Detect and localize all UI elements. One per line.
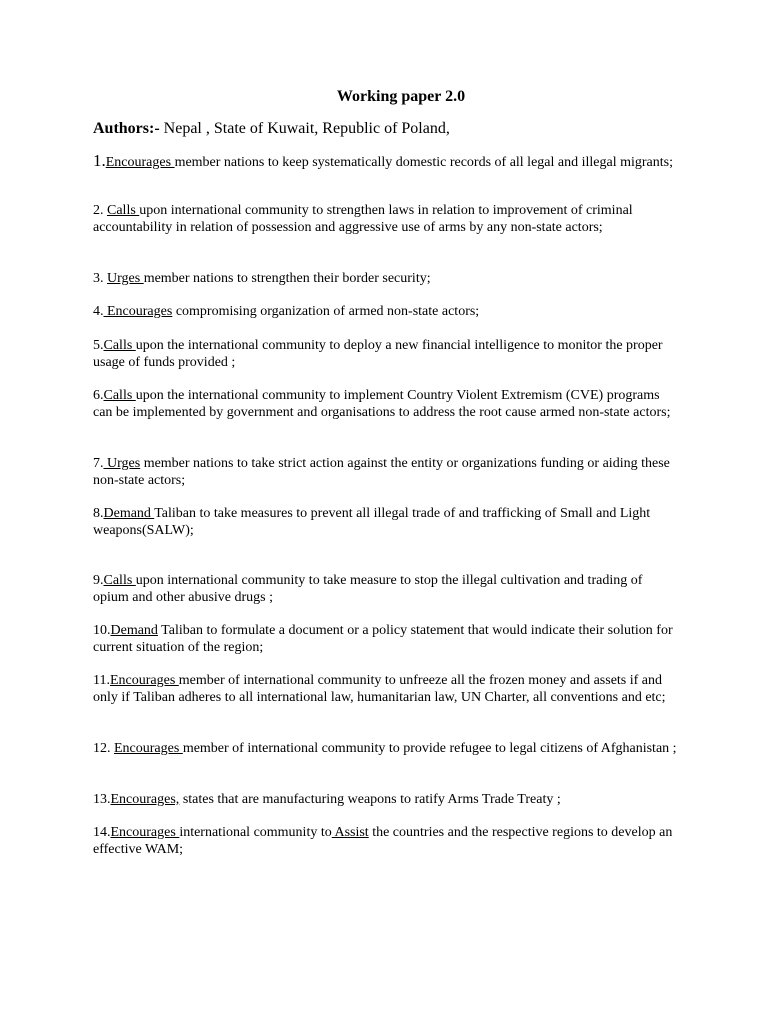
- clause-text: states that are manufacturing weapons to ratify Arms Trade Treaty ;: [179, 792, 561, 807]
- clause-number: 14.: [93, 825, 111, 840]
- clause-number: 13.: [93, 792, 111, 807]
- clause-verb: Encourages: [110, 825, 180, 840]
- clause-verb: Calls: [103, 388, 136, 403]
- clause-13: [93, 791, 678, 808]
- clause-verb: Demand: [103, 506, 155, 521]
- clause-7: [93, 455, 678, 489]
- clause-verb: Calls: [103, 338, 136, 353]
- clause-number: 9.: [93, 573, 104, 588]
- clause-verb: Calls: [103, 573, 136, 588]
- clause-number: 8.: [93, 506, 104, 521]
- clause-number: 1.: [93, 151, 106, 170]
- authors-label: Authors:-: [93, 120, 160, 137]
- clause-text: Taliban to take measures to prevent all illegal trade of and trafficking of Small and Light weapons(SALW);: [93, 506, 651, 538]
- clause-verb: Encourages: [109, 673, 179, 688]
- clause-11: [93, 672, 678, 706]
- clause-text: Taliban to formulate a document or a policy statement that would indicate their solution for current situation of the region;: [93, 623, 673, 655]
- clause-text: member nations to take strict action against the entity or organizations funding or aiding these non-state actors;: [93, 456, 670, 488]
- clause-text: upon the international community to implement Country Violent Extremism (CVE) programs can be implemented by government and organisations to address the root cause armed non-state actors;: [93, 388, 671, 420]
- authors-line: [93, 120, 450, 138]
- clause-3: [93, 270, 678, 287]
- clause-2: [93, 202, 678, 236]
- clause-number: 11.: [93, 673, 110, 688]
- clause-verb: Encourages,: [110, 792, 180, 807]
- clause-verb: Calls: [107, 203, 140, 218]
- clause-number: 5.: [93, 338, 104, 353]
- clause-6: [93, 387, 678, 421]
- clause-verb: Encourages: [114, 741, 183, 756]
- clause-text-pre: international community to: [179, 825, 332, 840]
- clause-text: compromising organization of armed non-state actors;: [172, 304, 480, 319]
- authors-names: Nepal , State of Kuwait, Republic of Poland,: [163, 120, 450, 137]
- clause-text: member of international community to unfreeze all the frozen money and assets if and only if Taliban adheres to all international law, humanitarian law, UN Charter, all conventions and etc;: [93, 673, 666, 705]
- clause-1: [93, 152, 678, 171]
- clause-12: [93, 740, 678, 757]
- clause-number: 6.: [93, 388, 104, 403]
- clause-number: 10.: [93, 623, 111, 638]
- clause-4: [93, 303, 678, 320]
- clause-verb: Urges: [107, 271, 144, 286]
- clause-verb: Encourages: [103, 304, 173, 319]
- clause-number: 2.: [93, 203, 107, 218]
- clause-5: [93, 337, 678, 371]
- page-title: Working paper 2.0: [336, 88, 466, 105]
- clause-text: upon the international community to deploy a new financial intelligence to monitor the proper usage of funds provided ;: [93, 338, 663, 370]
- clause-verb: Demand: [110, 623, 158, 638]
- clause-number: 4.: [93, 304, 104, 319]
- clause-text: upon international community to take measure to stop the illegal cultivation and trading of opium and other abusive drugs ;: [93, 573, 643, 605]
- clause-14: [93, 824, 678, 858]
- clause-text: member nations to keep systematically domestic records of all legal and illegal migrants;: [174, 155, 673, 170]
- clause-9: [93, 572, 678, 606]
- clause-text: member nations to strengthen their border security;: [143, 271, 431, 286]
- clause-verb-assist: Assist: [331, 825, 369, 840]
- clause-number: 7.: [93, 456, 104, 471]
- clause-number: 3.: [93, 271, 107, 286]
- clause-verb: Encourages: [105, 155, 175, 170]
- clause-text: the countries and the respective regions to develop an effective WAM;: [93, 825, 673, 857]
- clause-number: 12.: [93, 741, 114, 756]
- clause-verb: Urges: [103, 456, 141, 471]
- clause-text: member of international community to provide refugee to legal citizens of Afghanistan ;: [182, 741, 677, 756]
- clause-8: [93, 505, 678, 539]
- clause-text: upon international community to strengthen laws in relation to improvement of criminal accountability in relation of possession and aggressive use of arms by any non-state actors;: [93, 203, 633, 235]
- clause-10: [93, 622, 678, 656]
